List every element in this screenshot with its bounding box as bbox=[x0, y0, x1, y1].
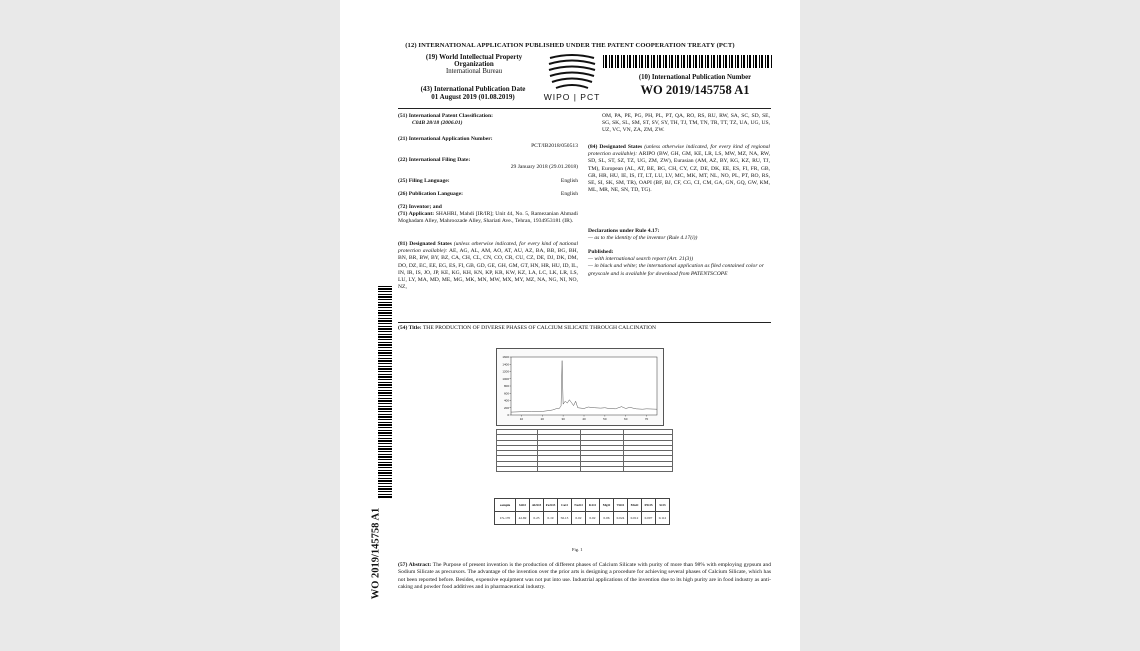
org-code: (19) World Intellectual Property bbox=[425, 53, 523, 61]
composition-cell: 0.02 bbox=[572, 512, 586, 525]
field-22: (22) International Filing Date: 29 January 2018 (29.01.2018) bbox=[398, 157, 578, 171]
y-tick-label: 1600 bbox=[502, 355, 509, 359]
composition-header-cell: Fe2O3 bbox=[544, 499, 558, 512]
document-page bbox=[340, 0, 800, 651]
composition-header-cell: SO3 bbox=[656, 499, 670, 512]
plot-area bbox=[511, 357, 657, 415]
y-tick-label: 1200 bbox=[502, 369, 509, 374]
composition-header-cell: K2O bbox=[586, 499, 600, 512]
field-21: (21) International Application Number: PCT/IB2018/050513 bbox=[398, 136, 578, 150]
composition-header-row bbox=[495, 499, 670, 512]
field-84: (84) Designated States (unless otherwise indicated, for every kind of regional protection available): ARIPO (BW, GH, GM, KE, LR, LS, MW, MZ, NA, RW, SD, SL, ST, SZ, TZ, UG, ZM, ZW), Eurasian (AM, AZ, BY, KG, KZ, RU, TJ, TM), European (AL, AT, BE, BG, CH, CY, CZ, DE, DK, EE, ES, FI, FR, GB, GR, HR, HU, IE, IS, IT, LT, LU, LV, MC, MK, MT, NL, NO, PL, PT, RO, RS, SE, SI, SK, SM, TR), OAPI (BF, BJ, CF, CG, CI, CM, GA, GN, GQ, GW, KM, ML, MR, NE, SN, TD, TG). bbox=[588, 144, 770, 194]
composition-cell: 0.02 bbox=[586, 512, 600, 525]
wipo-organization-block bbox=[414, 54, 534, 76]
pubnum-label: (10) International Publication Number bbox=[638, 74, 752, 81]
x-tick-label: 20 bbox=[540, 417, 544, 421]
org-line2: Organization bbox=[454, 60, 494, 69]
side-publication-number: WO 2019/145758 A1 bbox=[370, 507, 382, 600]
composition-header-cell: CaO bbox=[558, 499, 572, 512]
composition-cell: 0.007 bbox=[642, 512, 656, 525]
y-tick-label: 600 bbox=[503, 391, 509, 396]
field-26: (26) Publication Language: English bbox=[398, 191, 578, 197]
y-tick-label: 800 bbox=[503, 384, 509, 388]
wipo-pct-logo-text: WIPO | PCT bbox=[543, 92, 601, 102]
composition-table bbox=[494, 498, 670, 525]
x-tick-label: 30 bbox=[561, 417, 565, 421]
composition-cell: 42.69 bbox=[516, 512, 530, 525]
top-barcode bbox=[603, 55, 773, 68]
x-tick-label: 50 bbox=[603, 417, 607, 421]
field-51: (51) International Patent Classification: C04B 28/18 (2006.01) bbox=[398, 113, 493, 127]
composition-cell: 56.13 bbox=[558, 512, 572, 525]
composition-cell: 0.23 bbox=[530, 512, 544, 525]
y-tick-label: 1400 bbox=[502, 362, 509, 367]
x-tick-label: 70 bbox=[644, 417, 649, 421]
declarations: Declarations under Rule 4.17: — as to the identity of the inventor (Rule 4.17(i)) bbox=[588, 228, 698, 242]
invention-title: (54) Title: THE PRODUCTION OF DIVERSE PHASES OF CALCIUM SILICATE THROUGH CALCINATION bbox=[398, 325, 657, 331]
pubdate-label: (43) International Publication Date bbox=[420, 85, 526, 93]
composition-header-cell: MgO bbox=[600, 499, 614, 512]
composition-cell: 0.012 bbox=[628, 512, 642, 525]
y-tick-label: 0 bbox=[507, 413, 509, 417]
field-81: (81) Designated States (unless otherwise indicated, for every kind of national protection available): AE, AG, AL, AM, AO, AT, AU, AZ, BA, BB, BG, BH, BN, BR, BW, BY, BZ, CA, CH, CL, CN, CO, CR, CU, CZ, DE, DJ, DK, DM, DO, DZ, EC, EE, EG, ES, FI, GB, GD, GE, GH, GM, GT, HN, HR, HU, ID, IL, IN, IR, IS, JO, JP, KE, KG, KH, KN, KP, KR, KW, KZ, LA, LC, LK, LR, LS, LU, LY, MA, MD, ME, MG, MK, MN, MW, MX, MY, MZ, NA, NG, NI, NO, NZ, bbox=[398, 241, 578, 291]
y-tick-label: 400 bbox=[503, 398, 509, 403]
pubdate-value: 01 August 2019 (01.08.2019) bbox=[431, 93, 515, 101]
composition-cell: 0.19 bbox=[544, 512, 558, 525]
composition-data-row bbox=[495, 512, 670, 525]
publication-date-block bbox=[408, 85, 538, 101]
y-tick-label: 200 bbox=[503, 405, 509, 410]
abstract: (57) Abstract: The Purpose of present invention is the production of different phases of Calcium Silicate with purity of more than 98% with employing gypsum and Sodium Silicate as precursors. The advantage of the invention over the prior arts is designing a procedure for achieving several phases of Calcium Silicate, which has not been reported before. Besides, expensive equipment was not put into use. Industrial applications of the invention due to its high purity are in food industry as anti- caking and powder food additives and in pharmaceutical industry. bbox=[398, 562, 771, 591]
published: Published: — with international search report (Art. 21(3)) — in black and white; the international application as filed contained color or greyscale and is available for download from PATENTSCOPE bbox=[588, 249, 764, 277]
x-tick-label: 60 bbox=[624, 417, 628, 421]
composition-cell: 0.06 bbox=[600, 512, 614, 525]
figure-caption: Fig. 1 bbox=[572, 547, 583, 552]
field-25: (25) Filing Language: English bbox=[398, 178, 578, 184]
xrd-chart bbox=[497, 349, 663, 425]
composition-header-cell: Al2O3 bbox=[530, 499, 544, 512]
composition-header-cell: sample bbox=[495, 499, 516, 512]
pubnum-value: WO 2019/145758 A1 bbox=[640, 83, 750, 97]
field-81-continued: OM, PA, PE, PG, PH, PL, PT, QA, RO, RS, RU, RW, SA, SC, SD, SE, SG, SK, SL, SM, ST, SV, SY, TH, TJ, TM, TN, TR, TT, TZ, UA, UG, US, UZ, VC, VN, ZA, ZM, ZW. bbox=[602, 113, 770, 134]
xrd-chart-frame bbox=[496, 348, 664, 426]
field-72-71: (72) Inventor; and (71) Applicant: SHAHRI, Mahdi [IR/IR]; Unit 44, No. 5, Ramezanian Ahmadi Moghadam Alley, Mahroozade Alley, Shariati Ave., Tehran, 1934953181 (IR). bbox=[398, 204, 578, 225]
composition-cell: CS-170 bbox=[495, 512, 516, 525]
document-header-title: (12) INTERNATIONAL APPLICATION PUBLISHED UNDER THE PATENT COOPERATION TREATY (PCT) bbox=[405, 42, 735, 49]
composition-header-cell: MnO bbox=[628, 499, 642, 512]
title-divider bbox=[398, 322, 771, 323]
y-tick-label: 1000 bbox=[502, 376, 509, 381]
composition-cell: 0.112 bbox=[656, 512, 670, 525]
composition-header-cell: Na2O bbox=[572, 499, 586, 512]
x-tick-label: 40 bbox=[582, 417, 586, 421]
composition-cell: 0.024 bbox=[614, 512, 628, 525]
x-tick-label: 10 bbox=[519, 417, 524, 421]
composition-header-cell: SiO2 bbox=[516, 499, 530, 512]
composition-header-cell: TiO2 bbox=[614, 499, 628, 512]
header-divider bbox=[398, 108, 771, 109]
side-barcode bbox=[378, 286, 392, 498]
phase-table bbox=[496, 429, 673, 472]
composition-header-cell: P2O5 bbox=[642, 499, 656, 512]
org-sub: International Bureau bbox=[445, 68, 503, 76]
